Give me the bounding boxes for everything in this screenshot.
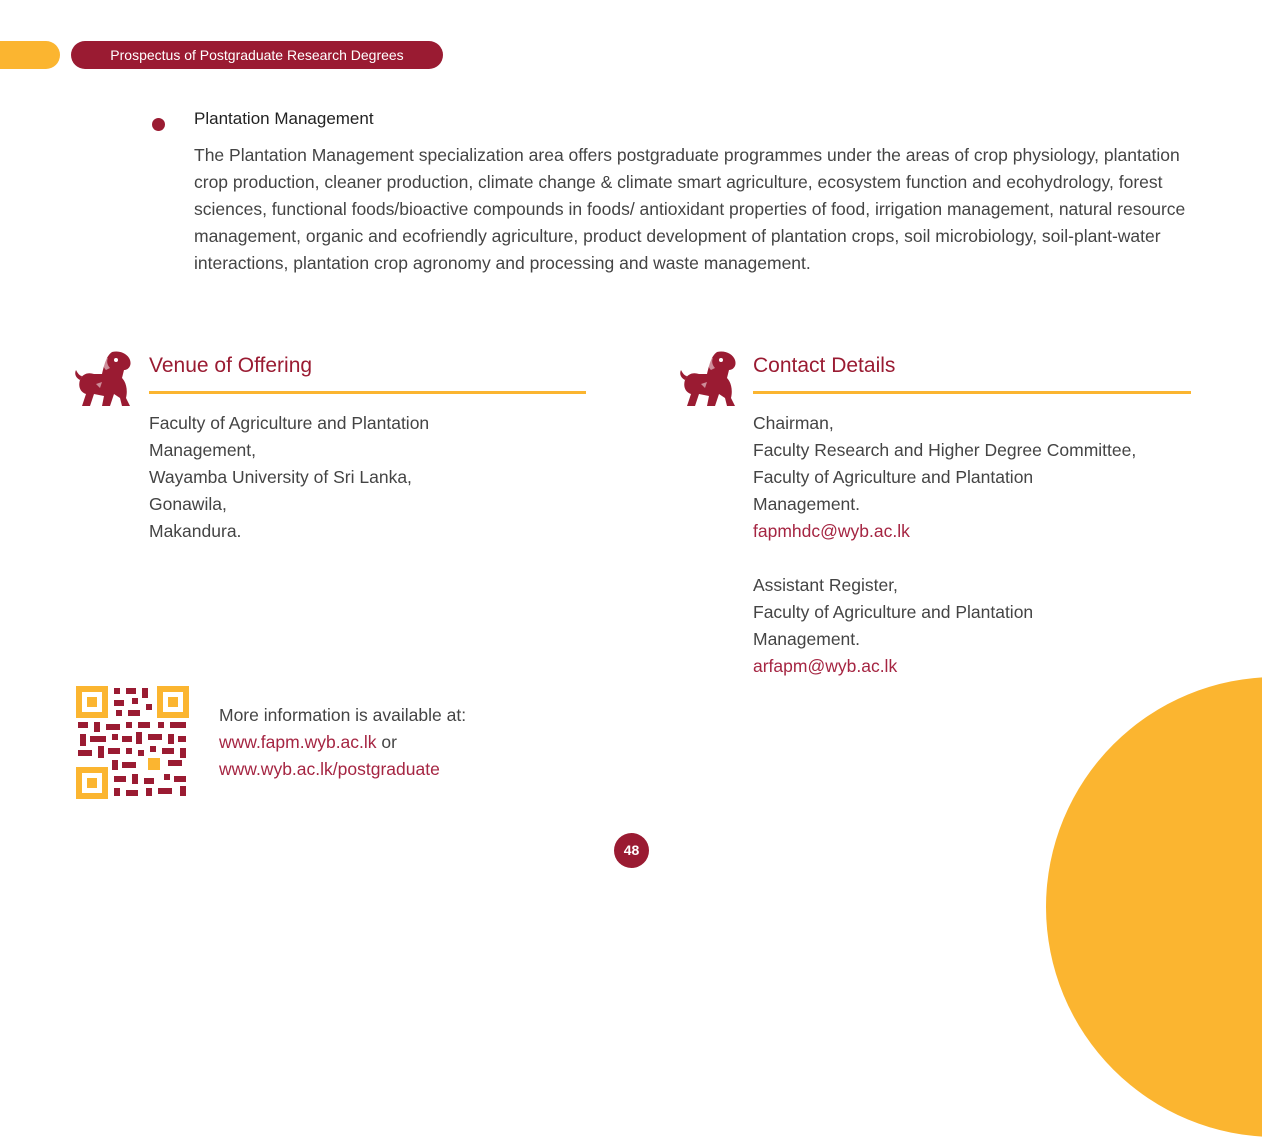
venue-line: Management, (149, 440, 257, 460)
venue-line: Gonawila, (149, 494, 227, 514)
contact-line: Faculty Research and Higher Degree Committee, (753, 440, 1137, 460)
contact-line: Faculty of Agriculture and Plantation (753, 467, 1034, 487)
qr-code-icon[interactable] (76, 686, 189, 799)
contact-assistant (753, 572, 1033, 680)
venue-line: Makandura. (149, 521, 242, 541)
lion-emblem-icon (72, 348, 134, 410)
decorative-circle (1046, 677, 1262, 1137)
assistant-email-link[interactable]: arfapm@wyb.ac.lk (753, 656, 898, 676)
chairman-email-link[interactable]: fapmhdc@wyb.ac.lk (753, 521, 910, 541)
faculty-website-link[interactable]: www.fapm.wyb.ac.lk (219, 732, 377, 752)
university-website-link[interactable]: www.wyb.ac.lk/postgraduate (219, 759, 440, 779)
header-accent-tab (0, 41, 60, 69)
contact-line: Management. (753, 494, 861, 514)
more-info (219, 702, 466, 783)
specialization-body: The Plantation Management specialization area offers postgraduate programmes under the areas of crop physiology, plantation crop production, cleaner production, climate change & climate smart agriculture, ecosystem function and ecohydrology, forest sciences, functional foods/bioactive compounds in foods/ antioxidant properties of food, irrigation management, natural resource management, organic and ecofriendly agriculture, product development of plantation crops, soil microbiology, soil-plant-water interactions, plantation crop agronomy and processing and waste management. (194, 145, 1186, 273)
contact-chairman (753, 410, 1136, 545)
contact-line: Chairman, (753, 413, 834, 433)
page-number: 48 (614, 833, 649, 868)
more-info-intro: More information is available at: (219, 705, 467, 725)
more-info-connector: or (376, 732, 397, 752)
contact-divider (753, 391, 1191, 394)
specialization-title: Plantation Management (194, 109, 374, 128)
header-title: Prospectus of Postgraduate Research Degrees (71, 41, 443, 69)
venue-divider (149, 391, 586, 394)
venue-line: Wayamba University of Sri Lanka, (149, 467, 412, 487)
venue-title: Venue of Offering (149, 354, 313, 377)
contact-line: Management. (753, 629, 861, 649)
lion-emblem-icon (677, 348, 739, 410)
contact-line: Faculty of Agriculture and Plantation (753, 602, 1034, 622)
contact-line: Assistant Register, (753, 575, 898, 595)
venue-address (149, 410, 429, 545)
venue-line: Faculty of Agriculture and Plantation (149, 413, 430, 433)
bullet-icon (152, 118, 165, 131)
contact-title: Contact Details (753, 354, 896, 377)
